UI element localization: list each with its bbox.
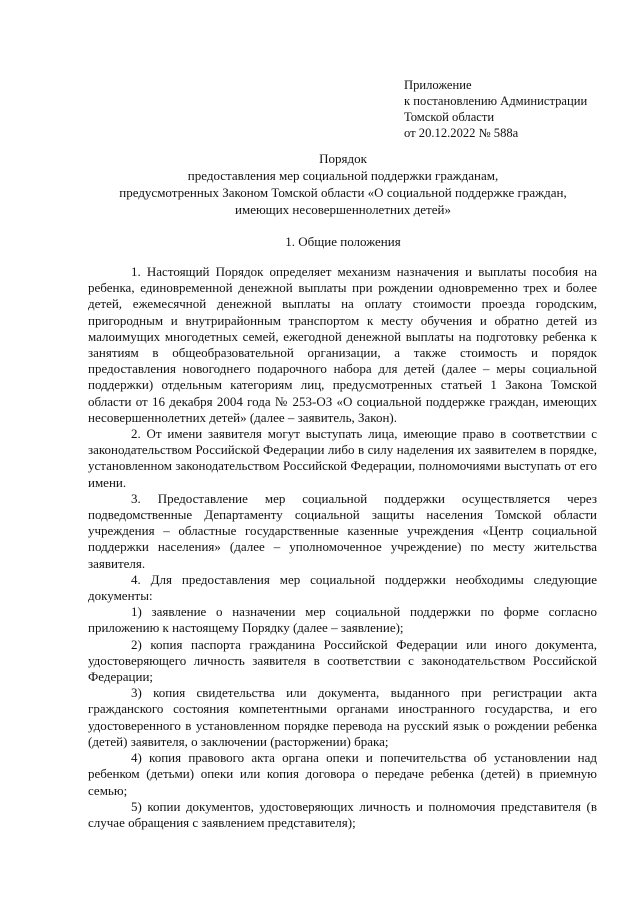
attachment-line: от 20.12.2022 № 588а bbox=[404, 126, 519, 140]
heading-line: имеющих несовершеннолетних детей» bbox=[235, 202, 451, 217]
section-title: 1. Общие положения bbox=[285, 234, 401, 249]
heading-line: предоставления мер социальной поддержки гражданам, bbox=[187, 168, 499, 183]
attachment-line: Приложение bbox=[404, 78, 472, 92]
heading-line: Порядок bbox=[319, 151, 367, 166]
attachment-line: Томской области bbox=[404, 110, 495, 124]
document-heading bbox=[88, 150, 598, 218]
attachment-note bbox=[404, 77, 624, 141]
paragraph: 3. Предоставление мер социальной поддержки осуществляется через подведомственные Департаменту социальной защиты населения Томской области учреждения – областные государственные казенные учреждения «Центр социальной поддержки населения» (далее – уполномоченное учреждение) по месту жительства заявителя. bbox=[88, 490, 597, 571]
paragraph: 2. От имени заявителя могут выступать лица, имеющие право в соответствии с законодательством Российской Федерации либо в силу наделения их заявителем в порядке, установленном законодательством Российской Федерации, полномочиями выступать от его имени. bbox=[88, 426, 597, 490]
heading-line: предусмотренных Законом Томской области «О социальной поддержке граждан, bbox=[119, 185, 567, 200]
paragraph: 1. Настоящий Порядок определяет механизм назначения и выплаты пособия на ребенка, единовременной денежной выплаты при рождении одновременно трех и более детей, ежемесячной денежной выплаты на оплату стоимости проезда городским, пригородным и внутрирайонным транспортом к месту обучения и обратно детей из малоимущих многодетных семей, ежегодной денежной выплаты на подготовку ребенка к занятиям в общеобразовательной организации, а также стоимость и порядок предоставления новогоднего подарочного набора для детей (далее – меры социальной поддержки) отдельным категориям лиц, предусмотренных статьей 1 Закона Томской области от 16 декабря 2004 года № 253-ОЗ «О социальной поддержке граждан, имеющих несовершеннолетних детей» (далее – заявитель, Закон). bbox=[88, 264, 597, 425]
paragraph: 4) копия правового акта органа опеки и попечительства об установлении над ребенком (детьми) опеки или копия договора о передаче ребенка (детей) в приемную семью; bbox=[88, 750, 597, 798]
paragraph: 3) копия свидетельства или документа, выданного при регистрации акта гражданского состояния компетентными органами иностранного государства, и его удостоверенного в установленном порядке перевода на русский язык о рождении ребенка (детей) заявителя, о заключении (расторжении) брака; bbox=[88, 685, 597, 749]
paragraph: 2) копия паспорта гражданина Российской Федерации или иного документа, удостоверяющего личность заявителя в соответствии с законодательством Российской Федерации; bbox=[88, 636, 597, 685]
paragraph: 4. Для предоставления мер социальной поддержки необходимы следующие документы: bbox=[88, 571, 597, 604]
paragraph: 1) заявление о назначении мер социальной поддержки по форме согласно приложению к настоящему Порядку (далее – заявление); bbox=[88, 604, 597, 636]
document-body bbox=[88, 264, 597, 831]
paragraph: 5) копии документов, удостоверяющих личность и полномочия представителя (в случае обращения с заявлением представителя); bbox=[88, 798, 597, 830]
attachment-line: к постановлению Администрации bbox=[404, 94, 588, 108]
